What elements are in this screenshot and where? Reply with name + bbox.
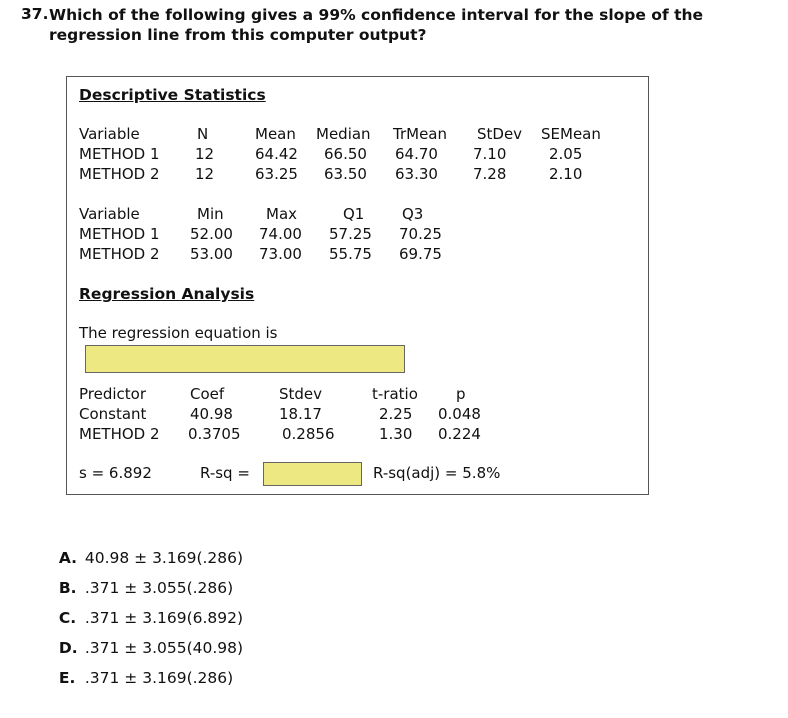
t1-header-stdev: StDev bbox=[477, 125, 523, 143]
answer-choice-e[interactable] bbox=[49, 648, 233, 688]
t1-header-median: Median bbox=[316, 125, 371, 143]
t3-header-stdev: Stdev bbox=[279, 385, 323, 403]
rsq-label: R-sq = bbox=[200, 464, 250, 482]
choice-text: .371 ± 3.055(.286) bbox=[84, 579, 234, 597]
t1-header-mean: Mean bbox=[255, 125, 296, 143]
descriptive-heading: Descriptive Statistics bbox=[79, 86, 266, 104]
choice-letter: C. bbox=[58, 609, 77, 627]
rsq-highlight-box bbox=[263, 462, 362, 486]
t1-header-variable: Variable bbox=[79, 125, 140, 143]
choice-text: .371 ± 3.055(40.98) bbox=[84, 639, 244, 657]
table-row: METHOD 2 12 63.25 63.50 63.30 7.28 2.10 bbox=[79, 165, 583, 183]
rsq-adj-value: R-sq(adj) = 5.8% bbox=[373, 464, 501, 482]
t2-header-max: Max bbox=[266, 205, 298, 223]
s-value: s = 6.892 bbox=[79, 464, 152, 482]
choice-text: 40.98 ± 3.169(.286) bbox=[84, 549, 244, 567]
choice-text: .371 ± 3.169(6.892) bbox=[84, 609, 244, 627]
t3-header-p: p bbox=[456, 385, 466, 403]
equation-highlight-box bbox=[85, 345, 405, 373]
t1-header-n: N bbox=[197, 125, 209, 143]
computer-output-box bbox=[66, 76, 649, 495]
t2-header-min: Min bbox=[197, 205, 224, 223]
t1-header-trmean: TrMean bbox=[393, 125, 447, 143]
t2-header-q1: Q1 bbox=[343, 205, 365, 223]
choice-letter: A. bbox=[58, 549, 78, 567]
table-row: METHOD 2 0.3705 0.2856 1.30 0.224 bbox=[79, 425, 481, 443]
question-text: Which of the following gives a 99% confidence interval for the slope of the regression line from this computer output? bbox=[49, 6, 704, 44]
table-row: Constant 40.98 18.17 2.25 0.048 bbox=[79, 405, 481, 423]
question-number: 37. bbox=[21, 5, 49, 23]
t1-header-semean: SEMean bbox=[541, 125, 601, 143]
regression-heading: Regression Analysis bbox=[79, 285, 255, 303]
table-row: METHOD 2 53.00 73.00 55.75 69.75 bbox=[79, 245, 442, 263]
choice-text: .371 ± 3.169(.286) bbox=[84, 669, 234, 687]
choice-letter: D. bbox=[58, 639, 78, 657]
choice-letter: E. bbox=[58, 669, 76, 687]
t2-header-q3: Q3 bbox=[402, 205, 424, 223]
t3-header-predictor: Predictor bbox=[79, 385, 147, 403]
t3-header-coef: Coef bbox=[190, 385, 225, 403]
equation-label: The regression equation is bbox=[79, 324, 278, 342]
choice-letter: B. bbox=[58, 579, 77, 597]
t3-header-tratio: t-ratio bbox=[372, 385, 418, 403]
table-row: METHOD 1 12 64.42 66.50 64.70 7.10 2.05 bbox=[79, 145, 583, 163]
t2-header-variable: Variable bbox=[79, 205, 140, 223]
table-row: METHOD 1 52.00 74.00 57.25 70.25 bbox=[79, 225, 442, 243]
